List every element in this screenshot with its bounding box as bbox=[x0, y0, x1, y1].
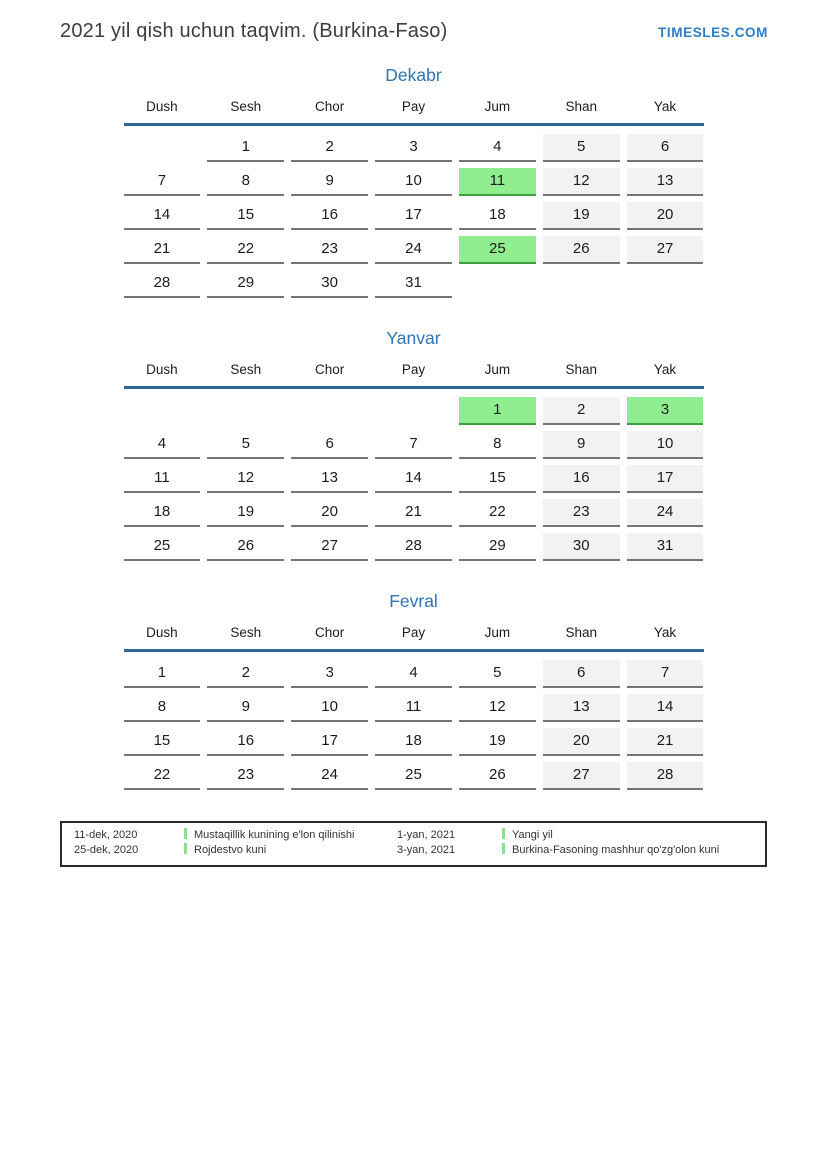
day-cell: 19 bbox=[543, 202, 620, 230]
page-header bbox=[0, 0, 827, 43]
day-cell: 5 bbox=[543, 134, 620, 162]
weekday-label: Chor bbox=[315, 625, 345, 640]
day-cell: 28 bbox=[375, 533, 452, 561]
legend-label: Mustaqillik kunining e'lon qilinishi bbox=[194, 829, 355, 841]
weekday-label: Yak bbox=[653, 362, 677, 377]
day-cell: 11 bbox=[124, 465, 201, 493]
weekday-label: Chor bbox=[315, 362, 345, 377]
day-cell: 22 bbox=[459, 499, 536, 527]
day-cell: 20 bbox=[627, 202, 704, 230]
day-cell: 21 bbox=[375, 499, 452, 527]
day-cell: 10 bbox=[627, 431, 704, 459]
legend-label: Rojdestvo kuni bbox=[194, 844, 267, 856]
day-cell: 10 bbox=[291, 694, 368, 722]
month-yanvar bbox=[124, 328, 704, 561]
legend-marker-icon bbox=[502, 828, 505, 839]
day-cell: 24 bbox=[627, 499, 704, 527]
day-cell: 25 bbox=[375, 762, 452, 790]
day-cell: 24 bbox=[291, 762, 368, 790]
day-cell: 30 bbox=[291, 270, 368, 298]
day-cell: 10 bbox=[375, 168, 452, 196]
day-cell: 31 bbox=[375, 270, 452, 298]
day-cell: 27 bbox=[543, 762, 620, 790]
day-cell: 17 bbox=[291, 728, 368, 756]
weekday-label: Pay bbox=[401, 99, 426, 114]
day-cell: 18 bbox=[124, 499, 201, 527]
weekday-label: Pay bbox=[401, 362, 426, 377]
weekday-label: Sesh bbox=[230, 99, 262, 114]
weekday-label: Jum bbox=[484, 99, 511, 114]
weekday-header-row bbox=[124, 625, 704, 649]
day-cell: 18 bbox=[375, 728, 452, 756]
legend-entry bbox=[502, 828, 759, 843]
day-cell: 29 bbox=[459, 533, 536, 561]
legend-marker-icon bbox=[502, 843, 505, 854]
weekday-header-row bbox=[124, 362, 704, 386]
day-cell: 4 bbox=[375, 660, 452, 688]
legend-entry bbox=[502, 843, 759, 858]
day-cell: 26 bbox=[543, 236, 620, 264]
day-cell: 6 bbox=[291, 431, 368, 459]
month-title: Yanvar bbox=[386, 328, 441, 348]
day-cell: 14 bbox=[627, 694, 704, 722]
day-cell: 13 bbox=[627, 168, 704, 196]
day-cell: 7 bbox=[375, 431, 452, 459]
weekday-label: Shan bbox=[565, 362, 597, 377]
day-cell: 20 bbox=[291, 499, 368, 527]
day-cell: 7 bbox=[124, 168, 201, 196]
day-cell: 16 bbox=[207, 728, 284, 756]
holiday-day-cell: 3 bbox=[627, 397, 704, 425]
day-cell: 4 bbox=[124, 431, 201, 459]
legend-label: Yangi yil bbox=[512, 829, 553, 841]
weekday-label: Sesh bbox=[230, 625, 262, 640]
weekday-label: Shan bbox=[565, 99, 597, 114]
legend-date: 25-dek, 2020 bbox=[74, 844, 139, 856]
site-link[interactable]: TIMESLES.COM bbox=[658, 25, 768, 40]
day-cell: 31 bbox=[627, 533, 704, 561]
weekday-header-row bbox=[124, 99, 704, 123]
day-cell: 22 bbox=[124, 762, 201, 790]
day-cell: 11 bbox=[375, 694, 452, 722]
holiday-legend bbox=[60, 821, 767, 867]
day-cell: 28 bbox=[124, 270, 201, 298]
weekday-label: Jum bbox=[484, 625, 511, 640]
empty-cell bbox=[459, 270, 536, 296]
day-cell: 20 bbox=[543, 728, 620, 756]
day-cell: 2 bbox=[291, 134, 368, 162]
month-fevral bbox=[124, 591, 704, 790]
legend-entry bbox=[184, 828, 397, 843]
weekday-label: Jum bbox=[484, 362, 511, 377]
weekday-label: Pay bbox=[401, 625, 426, 640]
legend-labels-column bbox=[184, 828, 397, 858]
day-cell: 17 bbox=[627, 465, 704, 493]
day-cell: 3 bbox=[375, 134, 452, 162]
weekday-label: Yak bbox=[653, 99, 677, 114]
day-cell: 1 bbox=[124, 660, 201, 688]
day-cell: 2 bbox=[543, 397, 620, 425]
legend-marker-icon bbox=[184, 843, 187, 854]
day-cell: 21 bbox=[627, 728, 704, 756]
holiday-day-cell: 1 bbox=[459, 397, 536, 425]
day-cell: 30 bbox=[543, 533, 620, 561]
month-grid bbox=[124, 389, 704, 561]
page-title: 2021 yil qish uchun taqvim. (Burkina-Faso) bbox=[60, 20, 448, 42]
day-cell: 16 bbox=[543, 465, 620, 493]
holiday-day-cell: 25 bbox=[459, 236, 536, 264]
day-cell: 27 bbox=[627, 236, 704, 264]
month-dekabr bbox=[124, 65, 704, 298]
month-title: Dekabr bbox=[385, 65, 442, 85]
empty-cell bbox=[291, 397, 368, 423]
legend-dates-column bbox=[397, 828, 502, 858]
day-cell: 28 bbox=[627, 762, 704, 790]
weekday-label: Sesh bbox=[230, 362, 262, 377]
legend-date: 11-dek, 2020 bbox=[74, 829, 138, 841]
day-cell: 16 bbox=[291, 202, 368, 230]
legend-label: Burkina-Fasoning mashhur qo'zg'olon kuni bbox=[512, 844, 720, 856]
day-cell: 29 bbox=[207, 270, 284, 298]
day-cell: 25 bbox=[124, 533, 201, 561]
calendar-months bbox=[124, 65, 704, 790]
legend-marker-icon bbox=[184, 828, 187, 839]
day-cell: 8 bbox=[207, 168, 284, 196]
empty-cell bbox=[627, 270, 704, 296]
day-cell: 9 bbox=[291, 168, 368, 196]
legend-labels-column bbox=[502, 828, 759, 858]
day-cell: 8 bbox=[459, 431, 536, 459]
day-cell: 6 bbox=[627, 134, 704, 162]
day-cell: 12 bbox=[207, 465, 284, 493]
day-cell: 12 bbox=[459, 694, 536, 722]
day-cell: 15 bbox=[124, 728, 201, 756]
weekday-label: Dush bbox=[146, 625, 178, 640]
day-cell: 9 bbox=[543, 431, 620, 459]
weekday-label: Yak bbox=[653, 625, 677, 640]
empty-cell bbox=[124, 397, 201, 423]
legend-entry bbox=[184, 843, 397, 858]
day-cell: 4 bbox=[459, 134, 536, 162]
month-grid bbox=[124, 652, 704, 790]
day-cell: 3 bbox=[291, 660, 368, 688]
holiday-day-cell: 11 bbox=[459, 168, 536, 196]
day-cell: 19 bbox=[459, 728, 536, 756]
empty-cell bbox=[543, 270, 620, 296]
day-cell: 6 bbox=[543, 660, 620, 688]
day-cell: 15 bbox=[207, 202, 284, 230]
day-cell: 1 bbox=[207, 134, 284, 162]
day-cell: 14 bbox=[124, 202, 201, 230]
empty-cell bbox=[207, 397, 284, 423]
day-cell: 23 bbox=[291, 236, 368, 264]
weekday-label: Chor bbox=[315, 99, 345, 114]
day-cell: 13 bbox=[291, 465, 368, 493]
day-cell: 21 bbox=[124, 236, 201, 264]
day-cell: 23 bbox=[207, 762, 284, 790]
legend-date: 3-yan, 2021 bbox=[397, 844, 456, 856]
day-cell: 13 bbox=[543, 694, 620, 722]
day-cell: 14 bbox=[375, 465, 452, 493]
weekday-label: Dush bbox=[146, 362, 178, 377]
day-cell: 5 bbox=[459, 660, 536, 688]
day-cell: 2 bbox=[207, 660, 284, 688]
empty-cell bbox=[375, 397, 452, 423]
day-cell: 27 bbox=[291, 533, 368, 561]
day-cell: 9 bbox=[207, 694, 284, 722]
day-cell: 12 bbox=[543, 168, 620, 196]
day-cell: 15 bbox=[459, 465, 536, 493]
day-cell: 22 bbox=[207, 236, 284, 264]
weekday-label: Shan bbox=[565, 625, 597, 640]
weekday-label: Dush bbox=[146, 99, 178, 114]
day-cell: 23 bbox=[543, 499, 620, 527]
legend-date: 1-yan, 2021 bbox=[397, 829, 456, 841]
day-cell: 26 bbox=[207, 533, 284, 561]
empty-cell bbox=[124, 134, 201, 160]
day-cell: 7 bbox=[627, 660, 704, 688]
day-cell: 24 bbox=[375, 236, 452, 264]
day-cell: 5 bbox=[207, 431, 284, 459]
day-cell: 8 bbox=[124, 694, 201, 722]
day-cell: 18 bbox=[459, 202, 536, 230]
day-cell: 26 bbox=[459, 762, 536, 790]
month-title: Fevral bbox=[389, 591, 438, 611]
day-cell: 17 bbox=[375, 202, 452, 230]
day-cell: 19 bbox=[207, 499, 284, 527]
legend-dates-column bbox=[74, 828, 184, 858]
month-grid bbox=[124, 126, 704, 298]
